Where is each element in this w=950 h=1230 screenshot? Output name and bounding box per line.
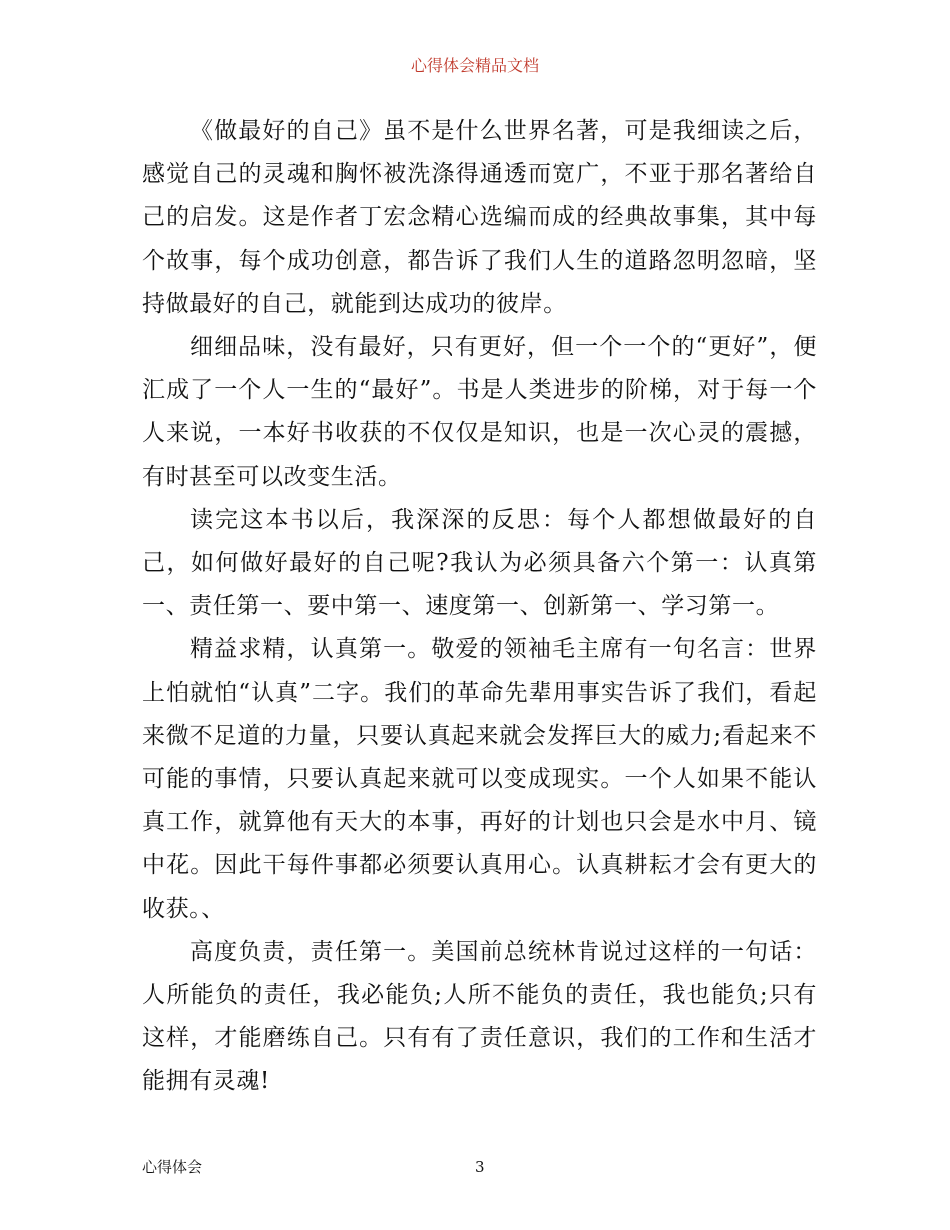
footer-label: 心得体会 xyxy=(142,1158,203,1176)
document-header-title: 心得体会精品文档 xyxy=(410,56,539,75)
document-footer xyxy=(142,1155,817,1179)
paragraph-5: 高度负责，责任第一。美国前总统林肯说过这样的一句话：人所能负的责任，我必能负;人所不能负的责任，我也能负;只有这样，才能磨练自己。只有有了责任意识，我们的工作和生活才能拥有灵魂! xyxy=(142,938,817,1095)
paragraph-4: 精益求精，认真第一。敬爱的领袖毛主席有一句名言：世界上怕就怕“认真”二字。我们的革命先辈用事实告诉了我们，看起来微不足道的力量，只要认真起来就会发挥巨大的威力;看起来不可能的事情，只要认真起来就可以变成现实。一个人如果不能认真工作，就算他有天大的本事，再好的计划也只会是水中月、镜中花。因此干每件事都必须要认真用心。认真耕耘才会有更大的收获。、 xyxy=(142,636,817,922)
page-number: 3 xyxy=(475,1158,485,1176)
document-body xyxy=(142,110,817,1104)
paragraph-3: 读完这本书以后，我深深的反思：每个人都想做最好的自己，如何做好最好的自己呢?我认为必须具备六个第一：认真第一、责任第一、要中第一、速度第一、创新第一、学习第一。 xyxy=(142,506,817,620)
paragraph-1: 《做最好的自己》虽不是什么世界名著，可是我细读之后，感觉自己的灵魂和胸怀被洗涤得通透而宽广，不亚于那名著给自己的启发。这是作者丁宏念精心选编而成的经典故事集，其中每个故事，每个成功创意，都告诉了我们人生的道路忽明忽暗，坚持做最好的自己，就能到达成功的彼岸。 xyxy=(142,118,817,317)
paragraph-2: 细细品味，没有最好，只有更好，但一个一个的“更好”，便汇成了一个人一生的“最好”。书是人类进步的阶梯，对于每一个人来说，一本好书收获的不仅仅是知识，也是一次心灵的震撼，有时甚至可以改变生活。 xyxy=(142,334,817,490)
